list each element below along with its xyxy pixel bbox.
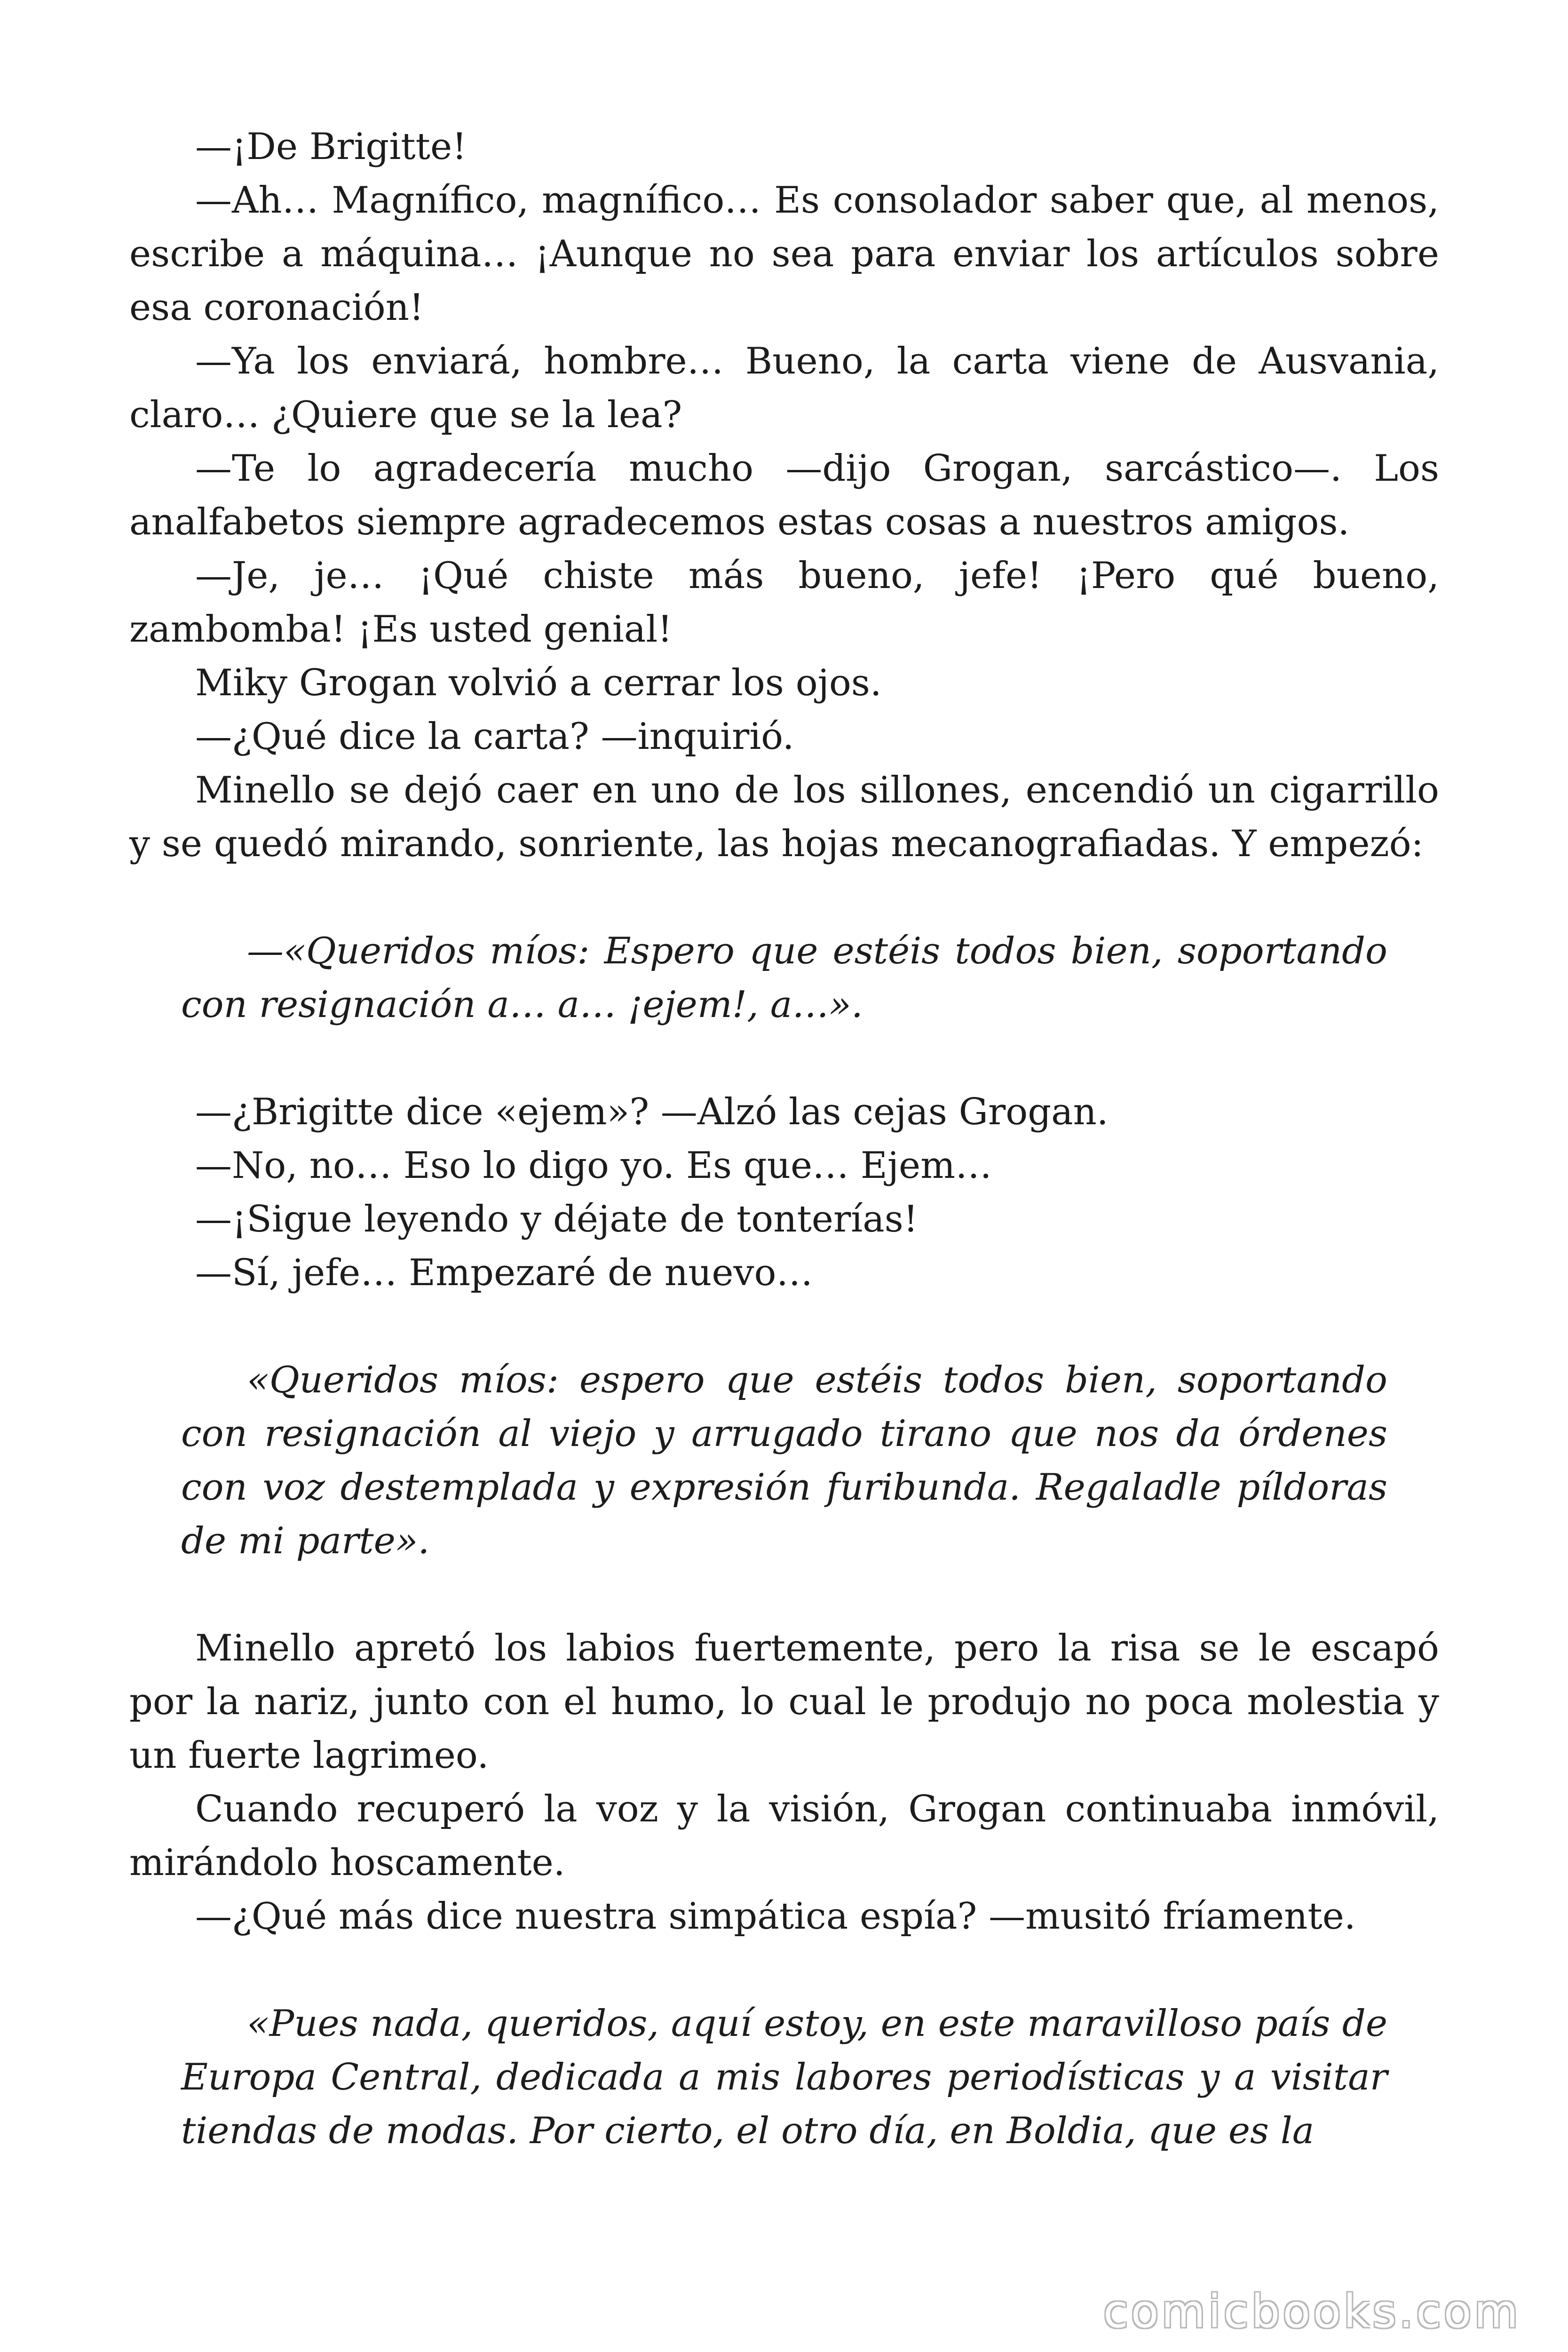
text-column (129, 120, 1439, 2158)
spacer (129, 1300, 1439, 1353)
paragraph: Minello apretó los labios fuertemente, pero la risa se le escapó por la nariz, junto con el humo, lo cual le produjo no poca molestia y un fuerte lagrimeo. (129, 1627, 1439, 1777)
paragraph: Cuando recuperó la voz y la visión, Grogan continuaba inmóvil, mirándolo hoscamente. (129, 1788, 1439, 1884)
spacer (129, 1032, 1439, 1085)
letter-quote: —«Queridos míos: Espero que estéis todos bien, soportando con resignación a… a… ¡ejem!, a…». (181, 930, 1387, 1026)
paragraph: —¡Sigue leyendo y déjate de tonterías! (195, 1198, 919, 1240)
letter-quote: «Pues nada, queridos, aquí estoy, en este maravilloso país de Europa Central, dedicada a mis labores periodísticas y a visitar tiendas de modas. Por cierto, el otro día, en Boldia, que es la (181, 2002, 1387, 2152)
paragraph: Minello se dejó caer en uno de los sillones, encendió un cigarrillo y se quedó mirando, sonriente, las hojas mecanografiadas. Y empezó: (129, 769, 1439, 865)
paragraph: —No, no… Eso lo digo yo. Es que… Ejem… (195, 1144, 992, 1187)
paragraph: —Ya los enviará, hombre… Bueno, la carta viene de Ausvania, claro… ¿Quiere que se la lea? (129, 340, 1439, 436)
spacer (129, 871, 1439, 924)
watermark-logo: comicbooks.com (1103, 2285, 1521, 2338)
paragraph: —¿Brigitte dice «ejem»? —Alzó las cejas Grogan. (195, 1091, 1109, 1133)
paragraph: —¡De Brigitte! (195, 126, 467, 168)
paragraph: —Te lo agradecería mucho —dijo Grogan, sarcástico—. Los analfabetos siempre agradecemos estas cosas a nuestros amigos. (129, 447, 1439, 543)
spacer (129, 1943, 1439, 1997)
paragraph: —Ah… Magnífico, magnífico… Es consolador saber que, al menos, escribe a máquina… ¡Aunque no sea para enviar los artículos sobre esa coronación! (129, 179, 1439, 329)
paragraph: —¿Qué más dice nuestra simpática espía? —musitó fríamente. (195, 1895, 1356, 1938)
paragraph: —Sí, jefe… Empezaré de nuevo… (195, 1252, 813, 1294)
paragraph: —¿Qué dice la carta? —inquirió. (195, 715, 794, 758)
spacer (129, 1568, 1439, 1621)
paragraph: Miky Grogan volvió a cerrar los ojos. (195, 662, 882, 704)
letter-quote: «Queridos míos: espero que estéis todos bien, soportando con resignación al viejo y arrugado tirano que nos da órdenes con voz destemplada y expresión furibunda. Regaladle píldoras de mi parte». (181, 1359, 1387, 1562)
paragraph: —Je, je… ¡Qué chiste más bueno, jefe! ¡Pero qué bueno, zambomba! ¡Es usted genial! (129, 555, 1439, 651)
